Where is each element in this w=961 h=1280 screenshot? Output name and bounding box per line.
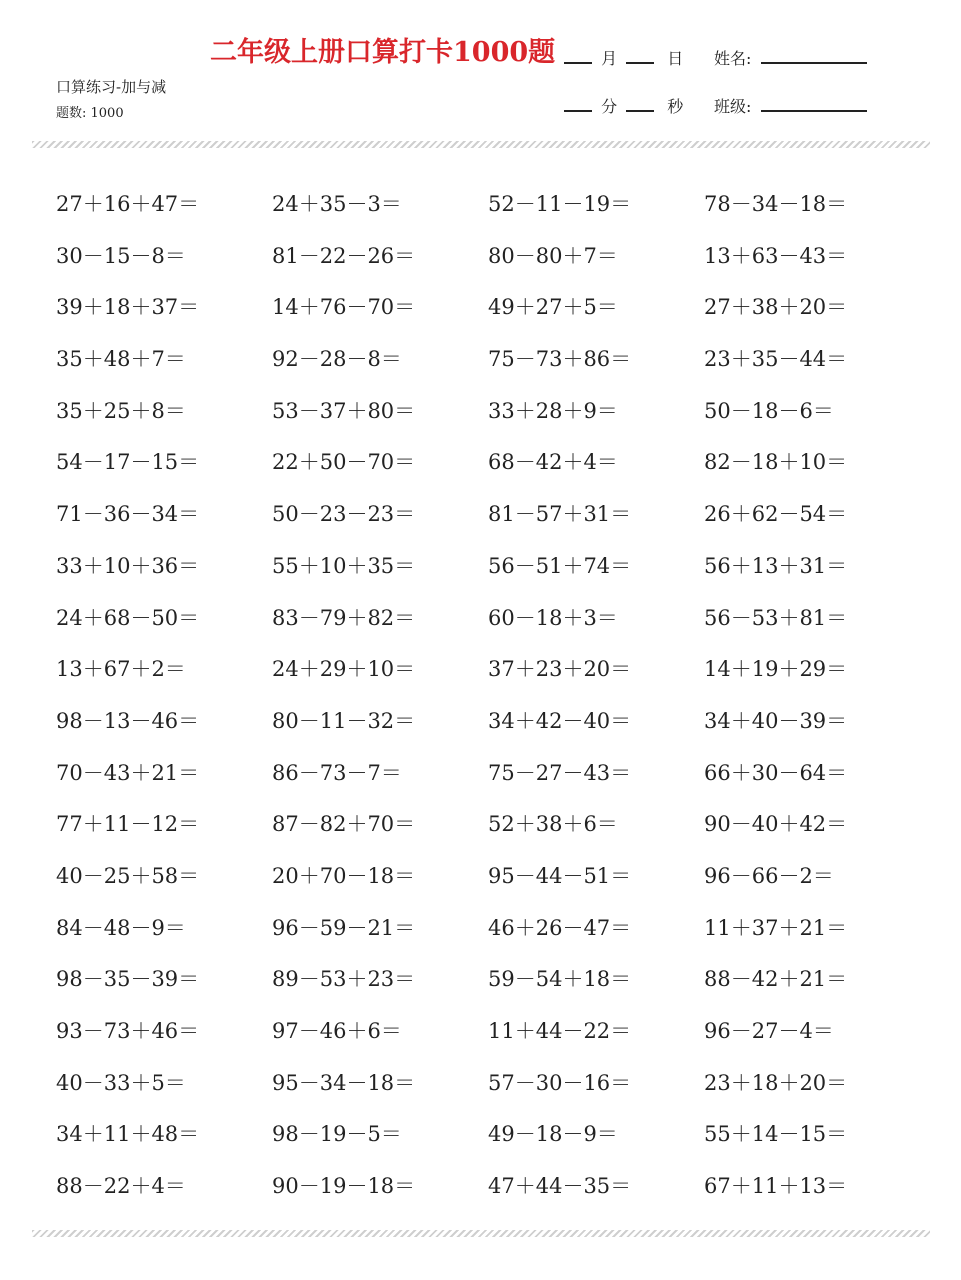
problem-item: 27＋16＋47＝ <box>56 192 200 216</box>
top-divider <box>32 141 930 148</box>
problem-item: 35＋48＋7＝ <box>56 347 186 372</box>
problem-item: 40－25＋58＝ <box>56 863 200 888</box>
problem-item: 80－80＋7＝ <box>488 243 618 268</box>
problem-item: 75－27－43＝ <box>488 760 632 785</box>
problem-item: 88－22＋4＝ <box>56 1174 186 1199</box>
class-field <box>714 94 867 117</box>
name-label: 姓名: <box>714 49 752 68</box>
problem-item: 56－53＋81＝ <box>704 605 848 630</box>
problem-item: 83－79＋82＝ <box>272 605 416 630</box>
problem-item: 70－43＋21＝ <box>56 760 200 785</box>
problem-item: 60－18＋3＝ <box>488 605 618 630</box>
problem-item: 55＋14－15＝ <box>704 1122 848 1147</box>
problem-item: 78－34－18＝ <box>704 192 848 216</box>
problem-item: 66＋30－64＝ <box>704 760 848 785</box>
problem-item: 95－44－51＝ <box>488 863 632 888</box>
problem-item: 49＋27＋5＝ <box>488 295 618 320</box>
problem-item: 97－46＋6＝ <box>272 1019 402 1043</box>
problem-item: 23＋35－44＝ <box>704 347 848 372</box>
problem-item: 24＋35－3＝ <box>272 192 402 216</box>
problem-item: 46＋26－47＝ <box>488 915 632 940</box>
problem-item: 92－28－8＝ <box>272 347 402 372</box>
problem-item: 27＋38＋20＝ <box>704 295 848 320</box>
problem-item: 26＋62－54＝ <box>704 502 848 527</box>
problem-item: 52－11－19＝ <box>488 192 632 216</box>
problem-item: 93－73＋46＝ <box>56 1019 200 1043</box>
problem-item: 90－40＋42＝ <box>704 812 848 837</box>
problem-item: 89－53＋23＝ <box>272 967 416 992</box>
problem-item: 55＋10＋35＝ <box>272 553 416 578</box>
problem-item: 33＋10＋36＝ <box>56 553 200 578</box>
problem-item: 34＋40－39＝ <box>704 708 848 733</box>
problem-item: 57－30－16＝ <box>488 1070 632 1095</box>
bottom-divider <box>32 1230 930 1237</box>
problem-item: 98－19－5＝ <box>272 1122 402 1147</box>
problem-item: 98－13－46＝ <box>56 708 200 733</box>
problem-item: 67＋11＋13＝ <box>704 1174 848 1199</box>
problem-item: 13＋63－43＝ <box>704 243 848 268</box>
problem-item: 96－59－21＝ <box>272 915 416 940</box>
problem-item: 87－82＋70＝ <box>272 812 416 837</box>
problem-item: 35＋25＋8＝ <box>56 398 186 423</box>
month-blank[interactable] <box>564 48 592 64</box>
day-blank[interactable] <box>626 48 654 64</box>
problem-grid <box>56 181 916 1215</box>
problem-item: 77＋11－12＝ <box>56 812 200 837</box>
problem-item: 96－27－4＝ <box>704 1019 834 1043</box>
problem-item: 56＋13＋31＝ <box>704 553 848 578</box>
minute-blank[interactable] <box>564 96 592 112</box>
problem-item: 82－18＋10＝ <box>704 450 848 475</box>
problem-item: 14＋76－70＝ <box>272 295 416 320</box>
month-label: 月 <box>601 49 618 68</box>
problem-item: 54－17－15＝ <box>56 450 200 475</box>
problem-item: 49－18－9＝ <box>488 1122 618 1147</box>
problem-item: 37＋23＋20＝ <box>488 657 632 682</box>
problem-item: 68－42＋4＝ <box>488 450 618 475</box>
problem-item: 90－19－18＝ <box>272 1174 416 1199</box>
problem-item: 11＋37＋21＝ <box>704 915 848 940</box>
question-count: 题数: 1000 <box>56 106 124 121</box>
problem-item: 59－54＋18＝ <box>488 967 632 992</box>
problem-item: 53－37＋80＝ <box>272 398 416 423</box>
problem-item: 52＋38＋6＝ <box>488 812 618 837</box>
problem-item: 95－34－18＝ <box>272 1070 416 1095</box>
second-label: 秒 <box>667 97 684 116</box>
problem-item: 56－51＋74＝ <box>488 553 632 578</box>
problem-item: 24＋29＋10＝ <box>272 657 416 682</box>
date-field <box>564 46 683 69</box>
problem-item: 14＋19＋29＝ <box>704 657 848 682</box>
problem-item: 33＋28＋9＝ <box>488 398 618 423</box>
class-blank[interactable] <box>761 96 867 112</box>
problem-item: 86－73－7＝ <box>272 760 402 785</box>
subtitle: 口算练习-加与减 <box>56 78 167 96</box>
problem-item: 40－33＋5＝ <box>56 1070 186 1095</box>
name-blank[interactable] <box>761 48 867 64</box>
problem-item: 81－22－26＝ <box>272 243 416 268</box>
problem-item: 39＋18＋37＝ <box>56 295 200 320</box>
problem-item: 47＋44－35＝ <box>488 1174 632 1199</box>
problem-item: 30－15－8＝ <box>56 243 186 268</box>
problem-item: 98－35－39＝ <box>56 967 200 992</box>
problem-item: 96－66－2＝ <box>704 863 834 888</box>
problem-item: 24＋68－50＝ <box>56 605 200 630</box>
name-field <box>714 46 867 69</box>
time-field <box>564 94 683 117</box>
problem-item: 84－48－9＝ <box>56 915 186 940</box>
problem-item: 75－73＋86＝ <box>488 347 632 372</box>
problem-item: 71－36－34＝ <box>56 502 200 527</box>
problem-item: 11＋44－22＝ <box>488 1019 632 1043</box>
problem-item: 13＋67＋2＝ <box>56 657 186 682</box>
problem-item: 22＋50－70＝ <box>272 450 416 475</box>
second-blank[interactable] <box>626 96 654 112</box>
problem-item: 34＋42－40＝ <box>488 708 632 733</box>
problem-item: 50－18－6＝ <box>704 398 834 423</box>
page-title: 二年级上册口算打卡1000题 <box>210 37 556 68</box>
problem-item: 88－42＋21＝ <box>704 967 848 992</box>
problem-item: 80－11－32＝ <box>272 708 416 733</box>
problem-item: 50－23－23＝ <box>272 502 416 527</box>
class-label: 班级: <box>714 97 752 116</box>
minute-label: 分 <box>601 97 618 116</box>
problem-item: 34＋11＋48＝ <box>56 1122 200 1147</box>
day-label: 日 <box>667 49 684 68</box>
problem-item: 20＋70－18＝ <box>272 863 416 888</box>
problem-item: 23＋18＋20＝ <box>704 1070 848 1095</box>
problem-item: 81－57＋31＝ <box>488 502 632 527</box>
